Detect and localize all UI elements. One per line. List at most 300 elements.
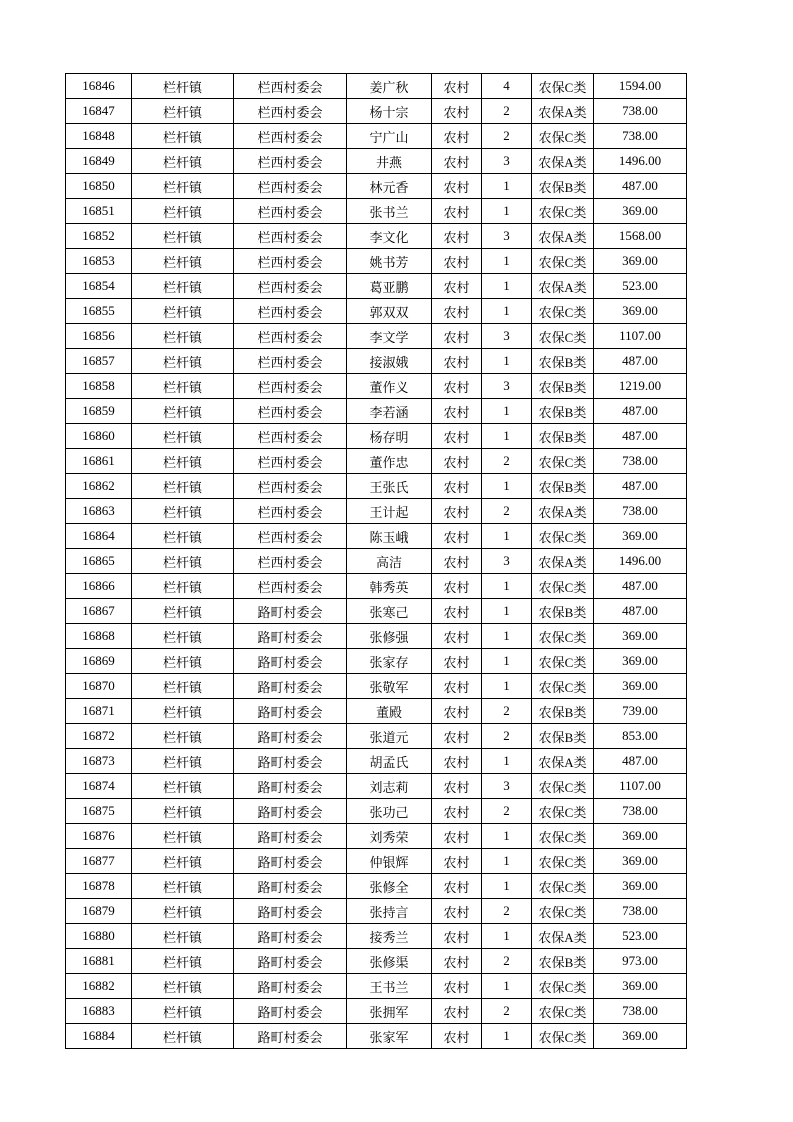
- table-row: [66, 424, 687, 449]
- cell-amount: 738.00: [594, 999, 687, 1024]
- cell-person-count: 1: [482, 399, 532, 424]
- cell-person-name: 胡孟氏: [347, 749, 432, 774]
- cell-residence-type: 农村: [432, 649, 482, 674]
- table-row: [66, 199, 687, 224]
- cell-residence-type: 农村: [432, 324, 482, 349]
- cell-amount: 738.00: [594, 449, 687, 474]
- cell-insurance-category: 农保A类: [532, 274, 594, 299]
- table-row: [66, 724, 687, 749]
- cell-person-count: 1: [482, 824, 532, 849]
- cell-insurance-category: 农保C类: [532, 449, 594, 474]
- cell-residence-type: 农村: [432, 474, 482, 499]
- cell-town: 栏杆镇: [132, 199, 234, 224]
- cell-record-id: 16860: [66, 424, 132, 449]
- cell-record-id: 16858: [66, 374, 132, 399]
- cell-town: 栏杆镇: [132, 974, 234, 999]
- cell-amount: 369.00: [594, 649, 687, 674]
- cell-person-name: 接淑娥: [347, 349, 432, 374]
- cell-amount: 487.00: [594, 749, 687, 774]
- cell-residence-type: 农村: [432, 699, 482, 724]
- cell-town: 栏杆镇: [132, 874, 234, 899]
- table-row: [66, 574, 687, 599]
- table-row: [66, 224, 687, 249]
- cell-amount: 369.00: [594, 1024, 687, 1049]
- cell-town: 栏杆镇: [132, 799, 234, 824]
- cell-town: 栏杆镇: [132, 424, 234, 449]
- table-row: [66, 774, 687, 799]
- cell-person-name: 张修强: [347, 624, 432, 649]
- cell-residence-type: 农村: [432, 274, 482, 299]
- cell-town: 栏杆镇: [132, 524, 234, 549]
- table-row: [66, 474, 687, 499]
- cell-town: 栏杆镇: [132, 549, 234, 574]
- cell-record-id: 16875: [66, 799, 132, 824]
- cell-insurance-category: 农保A类: [532, 149, 594, 174]
- cell-insurance-category: 农保C类: [532, 899, 594, 924]
- cell-village-committee: 栏西村委会: [234, 399, 347, 424]
- cell-person-name: 宁广山: [347, 124, 432, 149]
- cell-insurance-category: 农保B类: [532, 949, 594, 974]
- cell-person-name: 张寒己: [347, 599, 432, 624]
- cell-insurance-category: 农保C类: [532, 999, 594, 1024]
- cell-person-count: 1: [482, 174, 532, 199]
- cell-village-committee: 栏西村委会: [234, 199, 347, 224]
- cell-town: 栏杆镇: [132, 249, 234, 274]
- table-row: [66, 374, 687, 399]
- table-row: [66, 974, 687, 999]
- cell-amount: 1496.00: [594, 549, 687, 574]
- cell-person-count: 2: [482, 724, 532, 749]
- cell-record-id: 16863: [66, 499, 132, 524]
- cell-village-committee: 路町村委会: [234, 824, 347, 849]
- table-row: [66, 999, 687, 1024]
- cell-person-count: 1: [482, 874, 532, 899]
- table-row: [66, 299, 687, 324]
- cell-record-id: 16873: [66, 749, 132, 774]
- cell-record-id: 16867: [66, 599, 132, 624]
- cell-person-name: 陈玉峨: [347, 524, 432, 549]
- cell-insurance-category: 农保C类: [532, 974, 594, 999]
- table-row: [66, 924, 687, 949]
- table-row: [66, 149, 687, 174]
- cell-residence-type: 农村: [432, 849, 482, 874]
- cell-village-committee: 路町村委会: [234, 724, 347, 749]
- cell-person-count: 2: [482, 999, 532, 1024]
- cell-person-count: 2: [482, 99, 532, 124]
- cell-record-id: 16871: [66, 699, 132, 724]
- cell-village-committee: 路町村委会: [234, 1024, 347, 1049]
- cell-insurance-category: 农保B类: [532, 349, 594, 374]
- cell-insurance-category: 农保C类: [532, 849, 594, 874]
- cell-person-name: 葛亚鹏: [347, 274, 432, 299]
- cell-amount: 738.00: [594, 799, 687, 824]
- cell-town: 栏杆镇: [132, 374, 234, 399]
- cell-amount: 487.00: [594, 424, 687, 449]
- cell-record-id: 16855: [66, 299, 132, 324]
- cell-village-committee: 路町村委会: [234, 649, 347, 674]
- table-row: [66, 624, 687, 649]
- cell-residence-type: 农村: [432, 724, 482, 749]
- cell-amount: 738.00: [594, 124, 687, 149]
- cell-town: 栏杆镇: [132, 849, 234, 874]
- cell-village-committee: 栏西村委会: [234, 574, 347, 599]
- cell-person-name: 董殿: [347, 699, 432, 724]
- cell-insurance-category: 农保B类: [532, 424, 594, 449]
- cell-insurance-category: 农保C类: [532, 874, 594, 899]
- cell-record-id: 16859: [66, 399, 132, 424]
- cell-person-count: 1: [482, 924, 532, 949]
- table-row: [66, 849, 687, 874]
- cell-amount: 487.00: [594, 474, 687, 499]
- cell-residence-type: 农村: [432, 299, 482, 324]
- cell-amount: 738.00: [594, 99, 687, 124]
- cell-residence-type: 农村: [432, 399, 482, 424]
- table-row: [66, 99, 687, 124]
- cell-residence-type: 农村: [432, 574, 482, 599]
- cell-village-committee: 栏西村委会: [234, 224, 347, 249]
- cell-town: 栏杆镇: [132, 574, 234, 599]
- cell-residence-type: 农村: [432, 249, 482, 274]
- cell-person-count: 1: [482, 574, 532, 599]
- cell-village-committee: 栏西村委会: [234, 524, 347, 549]
- cell-person-name: 张拥军: [347, 999, 432, 1024]
- cell-amount: 369.00: [594, 674, 687, 699]
- table-row: [66, 349, 687, 374]
- cell-residence-type: 农村: [432, 1024, 482, 1049]
- cell-amount: 1496.00: [594, 149, 687, 174]
- cell-person-name: 林元香: [347, 174, 432, 199]
- cell-record-id: 16870: [66, 674, 132, 699]
- cell-town: 栏杆镇: [132, 949, 234, 974]
- cell-person-count: 2: [482, 699, 532, 724]
- cell-amount: 369.00: [594, 299, 687, 324]
- cell-person-count: 1: [482, 249, 532, 274]
- table-row: [66, 274, 687, 299]
- cell-amount: 369.00: [594, 249, 687, 274]
- cell-person-name: 杨十宗: [347, 99, 432, 124]
- cell-town: 栏杆镇: [132, 624, 234, 649]
- cell-person-name: 王书兰: [347, 974, 432, 999]
- cell-residence-type: 农村: [432, 774, 482, 799]
- cell-amount: 487.00: [594, 174, 687, 199]
- table-row: [66, 824, 687, 849]
- cell-person-name: 张持言: [347, 899, 432, 924]
- cell-person-name: 董作义: [347, 374, 432, 399]
- cell-person-name: 井燕: [347, 149, 432, 174]
- cell-record-id: 16882: [66, 974, 132, 999]
- cell-person-count: 1: [482, 624, 532, 649]
- cell-person-count: 1: [482, 749, 532, 774]
- cell-person-name: 姜广秋: [347, 74, 432, 99]
- cell-amount: 369.00: [594, 524, 687, 549]
- cell-person-name: 接秀兰: [347, 924, 432, 949]
- cell-village-committee: 栏西村委会: [234, 424, 347, 449]
- cell-record-id: 16880: [66, 924, 132, 949]
- cell-residence-type: 农村: [432, 174, 482, 199]
- cell-amount: 523.00: [594, 924, 687, 949]
- cell-person-count: 1: [482, 349, 532, 374]
- cell-record-id: 16876: [66, 824, 132, 849]
- cell-residence-type: 农村: [432, 799, 482, 824]
- cell-record-id: 16864: [66, 524, 132, 549]
- cell-village-committee: 路町村委会: [234, 999, 347, 1024]
- table-row: [66, 599, 687, 624]
- cell-person-count: 1: [482, 424, 532, 449]
- cell-person-name: 韩秀英: [347, 574, 432, 599]
- cell-residence-type: 农村: [432, 224, 482, 249]
- cell-village-committee: 栏西村委会: [234, 474, 347, 499]
- cell-insurance-category: 农保B类: [532, 374, 594, 399]
- cell-insurance-category: 农保B类: [532, 174, 594, 199]
- cell-residence-type: 农村: [432, 949, 482, 974]
- cell-village-committee: 栏西村委会: [234, 249, 347, 274]
- cell-insurance-category: 农保A类: [532, 499, 594, 524]
- cell-town: 栏杆镇: [132, 224, 234, 249]
- cell-village-committee: 路町村委会: [234, 874, 347, 899]
- cell-village-committee: 栏西村委会: [234, 149, 347, 174]
- cell-insurance-category: 农保A类: [532, 924, 594, 949]
- cell-residence-type: 农村: [432, 349, 482, 374]
- cell-town: 栏杆镇: [132, 349, 234, 374]
- table-row: [66, 524, 687, 549]
- cell-town: 栏杆镇: [132, 649, 234, 674]
- cell-insurance-category: 农保B类: [532, 474, 594, 499]
- cell-record-id: 16872: [66, 724, 132, 749]
- cell-town: 栏杆镇: [132, 699, 234, 724]
- cell-person-name: 杨存明: [347, 424, 432, 449]
- cell-person-name: 张家存: [347, 649, 432, 674]
- cell-town: 栏杆镇: [132, 274, 234, 299]
- table-body: [66, 74, 687, 1049]
- cell-village-committee: 栏西村委会: [234, 174, 347, 199]
- cell-record-id: 16878: [66, 874, 132, 899]
- cell-record-id: 16852: [66, 224, 132, 249]
- cell-record-id: 16850: [66, 174, 132, 199]
- cell-town: 栏杆镇: [132, 74, 234, 99]
- cell-insurance-category: 农保C类: [532, 624, 594, 649]
- cell-person-name: 张家军: [347, 1024, 432, 1049]
- cell-village-committee: 栏西村委会: [234, 74, 347, 99]
- cell-amount: 487.00: [594, 599, 687, 624]
- cell-record-id: 16877: [66, 849, 132, 874]
- benefits-table: [65, 73, 687, 1049]
- cell-village-committee: 路町村委会: [234, 774, 347, 799]
- cell-village-committee: 栏西村委会: [234, 349, 347, 374]
- table-row: [66, 949, 687, 974]
- cell-residence-type: 农村: [432, 199, 482, 224]
- cell-village-committee: 路町村委会: [234, 924, 347, 949]
- cell-town: 栏杆镇: [132, 324, 234, 349]
- cell-residence-type: 农村: [432, 674, 482, 699]
- cell-residence-type: 农村: [432, 999, 482, 1024]
- cell-town: 栏杆镇: [132, 299, 234, 324]
- cell-person-name: 李文化: [347, 224, 432, 249]
- cell-person-name: 刘秀荣: [347, 824, 432, 849]
- cell-residence-type: 农村: [432, 924, 482, 949]
- cell-person-name: 仲银辉: [347, 849, 432, 874]
- cell-village-committee: 栏西村委会: [234, 499, 347, 524]
- cell-person-name: 高洁: [347, 549, 432, 574]
- table-row: [66, 874, 687, 899]
- cell-record-id: 16846: [66, 74, 132, 99]
- cell-amount: 369.00: [594, 199, 687, 224]
- cell-person-count: 2: [482, 124, 532, 149]
- cell-person-name: 王计起: [347, 499, 432, 524]
- cell-person-count: 1: [482, 674, 532, 699]
- cell-person-count: 1: [482, 474, 532, 499]
- cell-person-count: 3: [482, 149, 532, 174]
- table-row: [66, 749, 687, 774]
- cell-amount: 1219.00: [594, 374, 687, 399]
- cell-village-committee: 栏西村委会: [234, 274, 347, 299]
- cell-person-name: 董作忠: [347, 449, 432, 474]
- cell-record-id: 16862: [66, 474, 132, 499]
- cell-insurance-category: 农保B类: [532, 399, 594, 424]
- cell-record-id: 16865: [66, 549, 132, 574]
- cell-amount: 487.00: [594, 349, 687, 374]
- cell-insurance-category: 农保B类: [532, 724, 594, 749]
- cell-record-id: 16879: [66, 899, 132, 924]
- cell-residence-type: 农村: [432, 549, 482, 574]
- cell-village-committee: 栏西村委会: [234, 124, 347, 149]
- cell-record-id: 16847: [66, 99, 132, 124]
- cell-person-name: 张道元: [347, 724, 432, 749]
- cell-residence-type: 农村: [432, 424, 482, 449]
- cell-town: 栏杆镇: [132, 774, 234, 799]
- cell-insurance-category: 农保C类: [532, 124, 594, 149]
- cell-insurance-category: 农保C类: [532, 324, 594, 349]
- cell-town: 栏杆镇: [132, 499, 234, 524]
- cell-record-id: 16854: [66, 274, 132, 299]
- table-row: [66, 124, 687, 149]
- cell-insurance-category: 农保A类: [532, 549, 594, 574]
- cell-record-id: 16868: [66, 624, 132, 649]
- cell-town: 栏杆镇: [132, 749, 234, 774]
- cell-person-count: 3: [482, 224, 532, 249]
- cell-residence-type: 农村: [432, 99, 482, 124]
- cell-person-name: 刘志莉: [347, 774, 432, 799]
- table-row: [66, 449, 687, 474]
- cell-insurance-category: 农保C类: [532, 199, 594, 224]
- cell-village-committee: 路町村委会: [234, 949, 347, 974]
- cell-insurance-category: 农保B类: [532, 599, 594, 624]
- cell-record-id: 16848: [66, 124, 132, 149]
- cell-town: 栏杆镇: [132, 899, 234, 924]
- table-row: [66, 249, 687, 274]
- cell-town: 栏杆镇: [132, 474, 234, 499]
- cell-amount: 1568.00: [594, 224, 687, 249]
- cell-residence-type: 农村: [432, 824, 482, 849]
- table-row: [66, 699, 687, 724]
- cell-insurance-category: 农保C类: [532, 674, 594, 699]
- cell-town: 栏杆镇: [132, 924, 234, 949]
- cell-village-committee: 栏西村委会: [234, 299, 347, 324]
- cell-village-committee: 栏西村委会: [234, 324, 347, 349]
- cell-residence-type: 农村: [432, 599, 482, 624]
- cell-village-committee: 栏西村委会: [234, 99, 347, 124]
- cell-person-count: 2: [482, 949, 532, 974]
- cell-residence-type: 农村: [432, 624, 482, 649]
- cell-insurance-category: 农保A类: [532, 99, 594, 124]
- cell-residence-type: 农村: [432, 524, 482, 549]
- cell-town: 栏杆镇: [132, 724, 234, 749]
- cell-person-name: 李若涵: [347, 399, 432, 424]
- cell-town: 栏杆镇: [132, 174, 234, 199]
- cell-village-committee: 路町村委会: [234, 599, 347, 624]
- cell-insurance-category: 农保C类: [532, 299, 594, 324]
- cell-residence-type: 农村: [432, 74, 482, 99]
- cell-village-committee: 路町村委会: [234, 699, 347, 724]
- table-row: [66, 899, 687, 924]
- cell-amount: 738.00: [594, 899, 687, 924]
- table-row: [66, 549, 687, 574]
- cell-record-id: 16861: [66, 449, 132, 474]
- cell-record-id: 16869: [66, 649, 132, 674]
- cell-person-count: 3: [482, 374, 532, 399]
- cell-amount: 523.00: [594, 274, 687, 299]
- cell-town: 栏杆镇: [132, 99, 234, 124]
- cell-record-id: 16866: [66, 574, 132, 599]
- cell-town: 栏杆镇: [132, 824, 234, 849]
- cell-person-count: 2: [482, 449, 532, 474]
- cell-insurance-category: 农保C类: [532, 524, 594, 549]
- cell-record-id: 16851: [66, 199, 132, 224]
- cell-record-id: 16849: [66, 149, 132, 174]
- cell-person-count: 1: [482, 524, 532, 549]
- cell-town: 栏杆镇: [132, 1024, 234, 1049]
- cell-village-committee: 路町村委会: [234, 899, 347, 924]
- cell-person-count: 1: [482, 649, 532, 674]
- cell-village-committee: 栏西村委会: [234, 374, 347, 399]
- table-row: [66, 649, 687, 674]
- cell-record-id: 16857: [66, 349, 132, 374]
- cell-person-count: 2: [482, 499, 532, 524]
- table-row: [66, 799, 687, 824]
- cell-town: 栏杆镇: [132, 149, 234, 174]
- cell-village-committee: 栏西村委会: [234, 449, 347, 474]
- cell-person-count: 1: [482, 199, 532, 224]
- cell-town: 栏杆镇: [132, 674, 234, 699]
- cell-amount: 369.00: [594, 824, 687, 849]
- table-row: [66, 399, 687, 424]
- cell-person-count: 3: [482, 324, 532, 349]
- cell-insurance-category: 农保C类: [532, 249, 594, 274]
- cell-insurance-category: 农保C类: [532, 1024, 594, 1049]
- cell-village-committee: 路町村委会: [234, 624, 347, 649]
- table-row: [66, 674, 687, 699]
- cell-insurance-category: 农保C类: [532, 649, 594, 674]
- cell-insurance-category: 农保C类: [532, 74, 594, 99]
- cell-amount: 1107.00: [594, 324, 687, 349]
- cell-village-committee: 路町村委会: [234, 749, 347, 774]
- cell-amount: 1107.00: [594, 774, 687, 799]
- cell-person-count: 1: [482, 599, 532, 624]
- cell-person-name: 王张氏: [347, 474, 432, 499]
- cell-village-committee: 栏西村委会: [234, 549, 347, 574]
- cell-person-count: 3: [482, 774, 532, 799]
- cell-town: 栏杆镇: [132, 599, 234, 624]
- cell-residence-type: 农村: [432, 449, 482, 474]
- cell-amount: 369.00: [594, 874, 687, 899]
- cell-amount: 369.00: [594, 624, 687, 649]
- cell-person-count: 1: [482, 274, 532, 299]
- cell-town: 栏杆镇: [132, 124, 234, 149]
- cell-person-name: 张书兰: [347, 199, 432, 224]
- cell-amount: 1594.00: [594, 74, 687, 99]
- cell-person-count: 1: [482, 974, 532, 999]
- cell-amount: 487.00: [594, 399, 687, 424]
- cell-person-name: 郭双双: [347, 299, 432, 324]
